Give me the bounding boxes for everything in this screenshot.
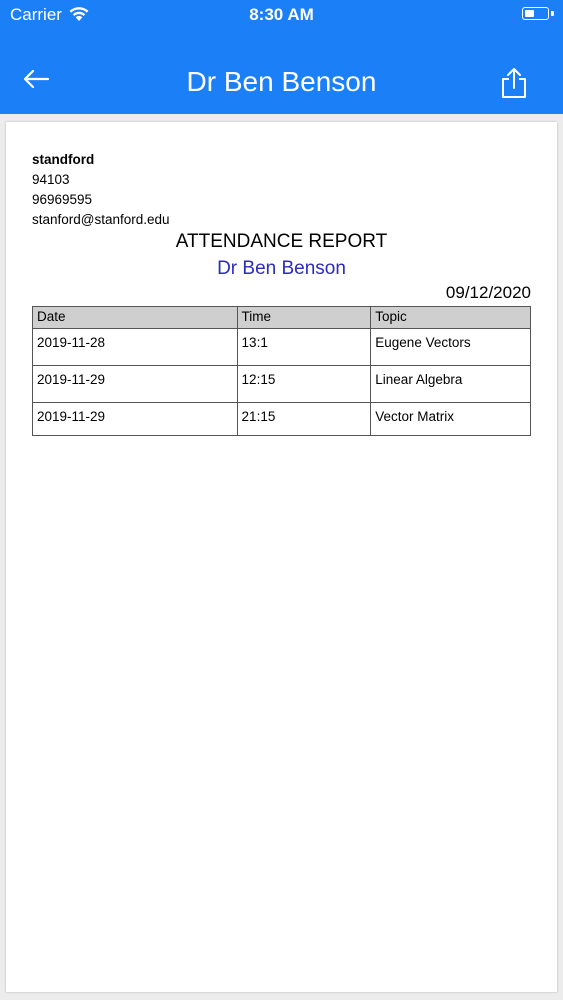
cell-topic: Vector Matrix	[371, 403, 531, 436]
column-header-time: Time	[237, 307, 371, 329]
cell-time: 12:15	[237, 366, 371, 403]
column-header-date: Date	[33, 307, 238, 329]
cell-topic: Eugene Vectors	[371, 329, 531, 366]
share-button[interactable]	[499, 66, 529, 100]
cell-time: 21:15	[237, 403, 371, 436]
cell-date: 2019-11-29	[33, 366, 238, 403]
clock: 8:30 AM	[249, 5, 314, 24]
cell-topic: Linear Algebra	[371, 366, 531, 403]
report-date: 09/12/2020	[445, 283, 531, 302]
report-title: ATTENDANCE REPORT	[175, 231, 388, 252]
carrier-label: Carrier	[10, 5, 62, 24]
status-bar	[0, 0, 563, 30]
table-header-row	[33, 307, 531, 329]
cell-date: 2019-11-29	[33, 403, 238, 436]
cell-time: 13:1	[237, 329, 371, 366]
teacher-name: Dr Ben Benson	[217, 258, 346, 279]
phone-number: 96969595	[32, 192, 93, 207]
attendance-table	[32, 306, 531, 436]
table-row	[33, 403, 531, 436]
table-row	[33, 366, 531, 403]
cell-date: 2019-11-28	[33, 329, 238, 366]
postal-code: 94103	[32, 172, 70, 187]
report-page[interactable]	[6, 122, 557, 992]
battery-tip	[551, 11, 554, 16]
battery-icon	[522, 7, 549, 20]
share-icon	[500, 67, 528, 99]
table-row	[33, 329, 531, 366]
organization-info	[32, 150, 170, 230]
column-header-topic: Topic	[371, 307, 531, 329]
battery-level	[525, 10, 534, 17]
org-name: standford	[32, 152, 95, 167]
nav-bar	[0, 30, 563, 114]
nav-title: Dr Ben Benson	[186, 66, 377, 97]
email: stanford@stanford.edu	[32, 212, 170, 227]
